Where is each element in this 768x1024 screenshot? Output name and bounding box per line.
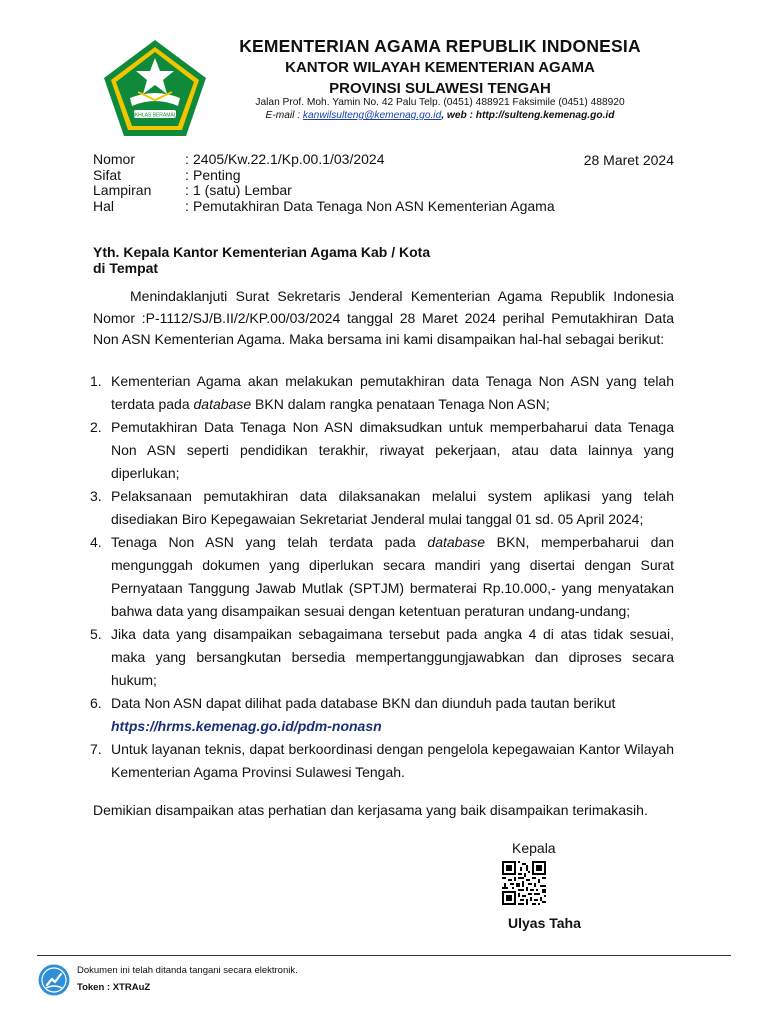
list-item: 4. Tenaga Non ASN yang telah terdata pada database BKN, memperbaharui dan mengunggah dokumen yang diperlukan secara mandiri yang disertai dengan Surat Pernyataan Tanggung Jawab Mutlak (SPTJM) bermaterai Rp.10.000,- yang menyatakan bahwa data yang disampaikan sesuai dengan ketentuan peraturan undang-undang;	[90, 534, 674, 619]
header-province: PROVINSI SULAWESI TENGAH	[329, 80, 551, 97]
footer-divider	[37, 955, 731, 956]
points-list	[90, 370, 674, 784]
qr-code-icon	[502, 861, 546, 905]
list-item: 6. Data Non ASN dapat dilihat pada database BKN dan diunduh pada tautan berikut https://hrms.kemenag.go.id/pdm-nonasn	[90, 695, 616, 734]
signatory-name: Ulyas Taha	[508, 915, 581, 931]
addressee-line1: Yth. Kepala Kantor Kementerian Agama Kab / Kota	[93, 244, 431, 260]
letter-meta: Nomor : 2405/Kw.22.1/Kp.00.1/03/2024 Sifat : Penting Lampiran : 1 (satu) Lembar Hal : Pemutakhiran Data Tenaga Non ASN Kementerian Agama	[93, 151, 555, 214]
addressee-line2: di Tempat	[93, 260, 159, 276]
list-item: 3. Pelaksanaan pemutakhiran data dilaksanakan melalui system aplikasi yang telah disediakan Biro Kepegawaian Sekretariat Jenderal mulai tanggal 01 sd. 05 April 2024;	[90, 488, 674, 527]
header-address: Jalan Prof. Moh. Yamin No. 42 Palu Telp. (0451) 488921 Faksimile (0451) 488920	[255, 97, 625, 108]
list-item: 7. Untuk layanan teknis, dapat berkoordinasi dengan pengelola kepegawaian Kantor Wilayah Kementerian Agama Provinsi Sulawesi Tengah.	[90, 741, 674, 780]
hrms-link[interactable]: https://hrms.kemenag.go.id/pdm-nonasn	[111, 718, 382, 734]
email-link[interactable]: kanwilsulteng@kemenag.go.id	[302, 110, 442, 121]
closing-paragraph: Demikian disampaikan atas perhatian dan kerjasama yang baik disampaikan terimakasih.	[93, 802, 648, 818]
list-item: 5. Jika data yang disampaikan sebagaimana tersebut pada angka 4 di atas tidak sesuai, maka yang bersangkutan bersedia mempertanggungjawabkan dan diproses secara hukum;	[90, 626, 674, 688]
web-link[interactable]: http://sulteng.kemenag.go.id	[475, 110, 615, 121]
list-item: 2. Pemutakhiran Data Tenaga Non ASN dimaksudkan untuk memperbaharui data Tenaga Non ASN seperti pendidikan terakhir, riwayat pekerjaan, atau data lainnya yang diperlukan;	[90, 419, 674, 481]
esign-note: Dokumen ini telah ditanda tangani secara elektronik.	[77, 965, 298, 976]
header-ministry: KEMENTERIAN AGAMA REPUBLIK INDONESIA	[239, 36, 641, 56]
letter-subject: Pemutakhiran Data Tenaga Non ASN Kementerian Agama	[193, 197, 555, 214]
header-contact: E-mail : kanwilsulteng@kemenag.go.id, web : http://sulteng.kemenag.go.id	[265, 110, 615, 121]
letter-nature: Penting	[193, 166, 241, 183]
letter-attachment: 1 (satu) Lembar	[193, 182, 292, 198]
letter-number: 2405/Kw.22.1/Kp.00.1/03/2024	[193, 151, 385, 167]
header-office: KANTOR WILAYAH KEMENTERIAN AGAMA	[285, 59, 595, 76]
intro-paragraph: Menindaklanjuti Surat Sekretaris Jenderal Kementerian Agama Republik Indonesia Nomor :P-1112/SJ/B.II/2/KP.00/03/2024 tanggal 28 Maret 2024 perihal Pemutakhiran Data Non ASN Kementerian Agama. Maka bersama ini kami disampaikan hal-hal sebagai berikut:	[93, 288, 674, 347]
esign-seal-icon	[38, 964, 70, 996]
signatory-title: Kepala	[512, 840, 556, 856]
list-item: 1. Kementerian Agama akan melakukan pemutakhiran data Tenaga Non ASN yang telah terdata pada database BKN dalam rangka penataan Tenaga Non ASN;	[90, 373, 674, 412]
svg-text:IKHLAS BERAMAL: IKHLAS BERAMAL	[133, 112, 177, 119]
letter-date: 28 Maret 2024	[583, 152, 674, 168]
esign-token: Token : XTRAuZ	[77, 982, 151, 993]
